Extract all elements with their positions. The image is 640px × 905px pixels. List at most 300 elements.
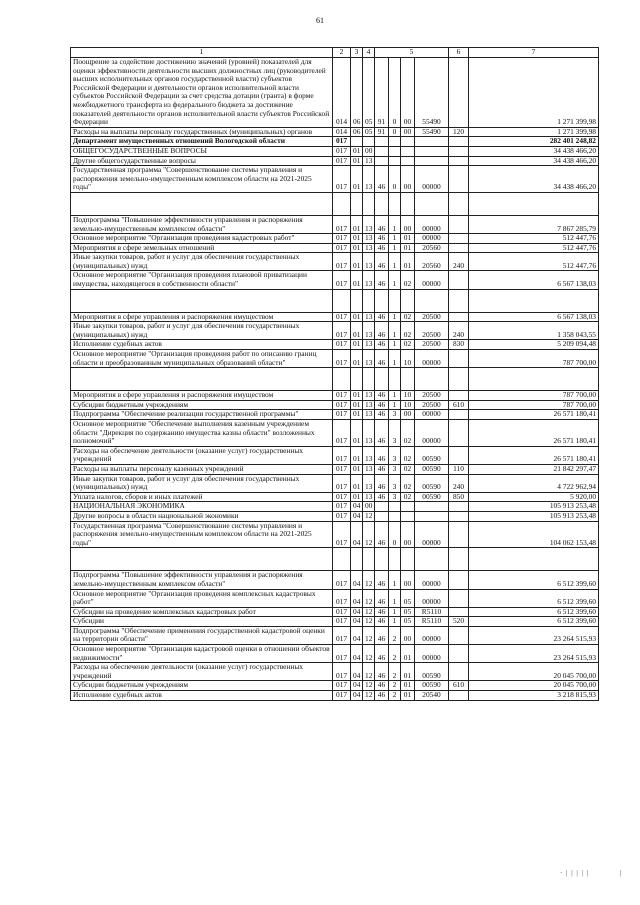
code-cell-c5d bbox=[415, 137, 449, 147]
code-cell-c2: 014 bbox=[333, 58, 351, 128]
table-row bbox=[71, 234, 599, 244]
code-cell-c5d: 00590 bbox=[415, 474, 449, 492]
code-cell-c2: 017 bbox=[333, 617, 351, 627]
code-cell-c5b: 1 bbox=[389, 589, 401, 607]
code-cell-c5a: 46 bbox=[375, 312, 389, 322]
table-body bbox=[71, 58, 599, 701]
code-cell-c2: 017 bbox=[333, 253, 351, 271]
code-cell-c5d: 00590 bbox=[415, 464, 449, 474]
spacer-cell bbox=[469, 548, 599, 571]
code-cell-c4: 12 bbox=[363, 617, 375, 627]
code-cell-c2: 017 bbox=[333, 391, 351, 401]
code-cell-c6: 610 bbox=[449, 681, 469, 691]
code-cell-c6: 850 bbox=[449, 492, 469, 502]
code-cell-c4: 13 bbox=[363, 243, 375, 253]
amount-cell: 23 264 515,93 bbox=[469, 645, 599, 663]
row-name-cell: Субсидии на проведение комплексных кадастровых работ bbox=[71, 607, 333, 617]
code-cell-c6: 830 bbox=[449, 340, 469, 350]
code-cell-c5a: 46 bbox=[375, 350, 389, 368]
table-row bbox=[71, 681, 599, 691]
code-cell-c2: 017 bbox=[333, 243, 351, 253]
code-cell-c5c: 02 bbox=[401, 464, 415, 474]
code-cell-c5a bbox=[375, 156, 389, 166]
code-cell-c6 bbox=[449, 446, 469, 464]
table-spacer-row bbox=[71, 192, 599, 215]
spacer-cell bbox=[351, 368, 363, 391]
code-cell-c5d: 55490 bbox=[415, 58, 449, 128]
code-cell-c5b: 3 bbox=[389, 420, 401, 447]
amount-cell: 7 867 285,79 bbox=[469, 215, 599, 233]
spacer-cell bbox=[401, 192, 415, 215]
code-cell-c3: 04 bbox=[351, 521, 363, 548]
code-cell-c5b bbox=[389, 146, 401, 156]
code-cell-c5a: 91 bbox=[375, 127, 389, 137]
code-cell-c5a: 46 bbox=[375, 340, 389, 350]
code-cell-c3: 01 bbox=[351, 166, 363, 193]
table-row bbox=[71, 243, 599, 253]
code-cell-c6 bbox=[449, 234, 469, 244]
code-cell-c6 bbox=[449, 156, 469, 166]
amount-cell: 5 209 094,48 bbox=[469, 340, 599, 350]
code-cell-c3: 04 bbox=[351, 691, 363, 701]
code-cell-c3: 01 bbox=[351, 350, 363, 368]
code-cell-c4: 13 bbox=[363, 391, 375, 401]
code-cell-c5d: 00590 bbox=[415, 492, 449, 502]
code-cell-c5a: 46 bbox=[375, 391, 389, 401]
amount-cell: 21 842 297,47 bbox=[469, 464, 599, 474]
code-cell-c5c: 02 bbox=[401, 446, 415, 464]
row-name-cell: Основное мероприятие "Организация проведения плановой приватизации имущества, находящегося в собственности области" bbox=[71, 271, 333, 289]
code-cell-c2: 017 bbox=[333, 626, 351, 644]
code-cell-c4: 00 bbox=[363, 146, 375, 156]
code-cell-c5b: 1 bbox=[389, 340, 401, 350]
code-cell-c2: 017 bbox=[333, 340, 351, 350]
spacer-cell bbox=[375, 368, 389, 391]
code-cell-c2: 017 bbox=[333, 400, 351, 410]
code-cell-c4: 13 bbox=[363, 446, 375, 464]
code-cell-c3: 01 bbox=[351, 391, 363, 401]
table-row bbox=[71, 400, 599, 410]
code-cell-c5c: 02 bbox=[401, 474, 415, 492]
row-name-cell: Поощрение за содействие достижению значений (уровней) показателей для оценки эффективности деятельности высших должностных лиц (руководителей высших исполнительных органов государственной власти) субъектов Российской Федерации и деятельности органов исполнительной власти субъектов Российской Федерации за счет средства дотации (гранта) в форме межбюджетного трансферта из федерального бюджета за достижение показателей деятельности органов исполнительной власти субъектов Российской Федерации bbox=[71, 58, 333, 128]
code-cell-c3: 01 bbox=[351, 420, 363, 447]
code-cell-c4: 13 bbox=[363, 156, 375, 166]
code-cell-c5c: 01 bbox=[401, 645, 415, 663]
code-cell-c5d: 20500 bbox=[415, 322, 449, 340]
row-name-cell: Иные закупки товаров, работ и услуг для обеспечения государственных (муниципальных) нужд bbox=[71, 253, 333, 271]
row-name-cell: Иные закупки товаров, работ и услуг для обеспечения государственных (муниципальных) нужд bbox=[71, 474, 333, 492]
code-cell-c2: 017 bbox=[333, 312, 351, 322]
code-cell-c4: 13 bbox=[363, 420, 375, 447]
table-row bbox=[71, 58, 599, 128]
code-cell-c4: 13 bbox=[363, 464, 375, 474]
amount-cell: 1 358 043,55 bbox=[469, 322, 599, 340]
table-row bbox=[71, 663, 599, 681]
code-cell-c5a: 46 bbox=[375, 215, 389, 233]
code-cell-c5c bbox=[401, 511, 415, 521]
amount-cell: 5 920,00 bbox=[469, 492, 599, 502]
code-cell-c5d: 00000 bbox=[415, 571, 449, 589]
code-cell-c6 bbox=[449, 243, 469, 253]
code-cell-c4: 13 bbox=[363, 492, 375, 502]
code-cell-c4: 05 bbox=[363, 127, 375, 137]
code-cell-c5d: 20560 bbox=[415, 243, 449, 253]
code-cell-c3: 01 bbox=[351, 156, 363, 166]
table-spacer-row bbox=[71, 548, 599, 571]
table-spacer-row bbox=[71, 289, 599, 312]
amount-cell: 3 218 815,93 bbox=[469, 691, 599, 701]
code-cell-c5d: 20500 bbox=[415, 340, 449, 350]
code-cell-c2: 017 bbox=[333, 474, 351, 492]
code-cell-c2: 014 bbox=[333, 127, 351, 137]
code-cell-c2: 017 bbox=[333, 156, 351, 166]
spacer-cell bbox=[389, 368, 401, 391]
table-row bbox=[71, 137, 599, 147]
code-cell-c5a: 46 bbox=[375, 464, 389, 474]
row-name-cell: Мероприятия в сфере земельных отношений bbox=[71, 243, 333, 253]
spacer-cell bbox=[363, 192, 375, 215]
table-row bbox=[71, 691, 599, 701]
amount-cell: 512 447,76 bbox=[469, 253, 599, 271]
code-cell-c5b: 1 bbox=[389, 271, 401, 289]
code-cell-c5c: 10 bbox=[401, 400, 415, 410]
code-cell-c6 bbox=[449, 663, 469, 681]
row-name-cell: Другие вопросы в области национальной экономики bbox=[71, 511, 333, 521]
code-cell-c5c bbox=[401, 156, 415, 166]
code-cell-c2: 017 bbox=[333, 571, 351, 589]
code-cell-c5b: 0 bbox=[389, 58, 401, 128]
code-cell-c6 bbox=[449, 137, 469, 147]
table-row bbox=[71, 166, 599, 193]
table-row bbox=[71, 215, 599, 233]
table-row bbox=[71, 464, 599, 474]
code-cell-c2: 017 bbox=[333, 492, 351, 502]
spacer-cell bbox=[71, 289, 333, 312]
table-row bbox=[71, 146, 599, 156]
amount-cell: 512 447,76 bbox=[469, 234, 599, 244]
code-cell-c2: 017 bbox=[333, 410, 351, 420]
code-cell-c5c: 00 bbox=[401, 127, 415, 137]
row-name-cell: Уплата налогов, сборов и иных платежей bbox=[71, 492, 333, 502]
code-cell-c5c: 02 bbox=[401, 492, 415, 502]
code-cell-c5a: 46 bbox=[375, 521, 389, 548]
code-cell-c4: 12 bbox=[363, 645, 375, 663]
spacer-cell bbox=[351, 192, 363, 215]
code-cell-c5b: 1 bbox=[389, 607, 401, 617]
code-cell-c5d: 20500 bbox=[415, 400, 449, 410]
spacer-cell bbox=[401, 368, 415, 391]
code-cell-c5c: 10 bbox=[401, 391, 415, 401]
amount-cell: 26 571 180,41 bbox=[469, 410, 599, 420]
code-cell-c6: 520 bbox=[449, 617, 469, 627]
code-cell-c3: 01 bbox=[351, 464, 363, 474]
row-name-cell: НАЦИОНАЛЬНАЯ ЭКОНОМИКА bbox=[71, 502, 333, 512]
code-cell-c5d: 00000 bbox=[415, 410, 449, 420]
header-cell-7: 7 bbox=[469, 48, 599, 58]
amount-cell: 6 512 399,60 bbox=[469, 589, 599, 607]
row-name-cell: Основное мероприятие "Организация проведения кадастровых работ" bbox=[71, 234, 333, 244]
row-name-cell: Субсидии бюджетным учреждениям bbox=[71, 400, 333, 410]
row-name-cell: Расходы на обеспечение деятельности (оказание услуг) государственных учреждений bbox=[71, 663, 333, 681]
code-cell-c5c: 10 bbox=[401, 350, 415, 368]
row-name-cell: Основное мероприятие "Организация кадастровой оценки в отношении объектов недвижимости" bbox=[71, 645, 333, 663]
amount-cell: 34 438 466,20 bbox=[469, 146, 599, 156]
code-cell-c5a: 46 bbox=[375, 626, 389, 644]
amount-cell: 26 571 180,41 bbox=[469, 446, 599, 464]
code-cell-c3: 01 bbox=[351, 492, 363, 502]
code-cell-c2: 017 bbox=[333, 502, 351, 512]
spacer-cell bbox=[71, 368, 333, 391]
code-cell-c2: 017 bbox=[333, 146, 351, 156]
row-name-cell: Основное мероприятие "Обеспечение выполнения казенным учреждением области "Дирекция по содержанию имущества казны области" возложенных полномочий" bbox=[71, 420, 333, 447]
code-cell-c5a bbox=[375, 146, 389, 156]
code-cell-c5d: 00000 bbox=[415, 166, 449, 193]
code-cell-c2: 017 bbox=[333, 589, 351, 607]
code-cell-c5a: 46 bbox=[375, 492, 389, 502]
table-row bbox=[71, 156, 599, 166]
table-row bbox=[71, 446, 599, 464]
code-cell-c5d: R5110 bbox=[415, 617, 449, 627]
code-cell-c5b: 1 bbox=[389, 312, 401, 322]
code-cell-c5a: 46 bbox=[375, 607, 389, 617]
spacer-cell bbox=[375, 289, 389, 312]
code-cell-c3: 01 bbox=[351, 400, 363, 410]
code-cell-c5c: 02 bbox=[401, 340, 415, 350]
amount-cell: 6 512 399,60 bbox=[469, 571, 599, 589]
code-cell-c6 bbox=[449, 589, 469, 607]
code-cell-c3: 01 bbox=[351, 474, 363, 492]
code-cell-c5b bbox=[389, 502, 401, 512]
spacer-cell bbox=[415, 548, 449, 571]
code-cell-c6 bbox=[449, 215, 469, 233]
code-cell-c6 bbox=[449, 691, 469, 701]
code-cell-c6 bbox=[449, 271, 469, 289]
code-cell-c5a: 46 bbox=[375, 253, 389, 271]
code-cell-c6 bbox=[449, 607, 469, 617]
code-cell-c5c: 00 bbox=[401, 410, 415, 420]
code-cell-c3: 01 bbox=[351, 446, 363, 464]
code-cell-c2: 017 bbox=[333, 215, 351, 233]
code-cell-c6: 110 bbox=[449, 464, 469, 474]
budget-table bbox=[70, 47, 599, 701]
table-row bbox=[71, 626, 599, 644]
amount-cell: 6 567 138,03 bbox=[469, 271, 599, 289]
row-name-cell: Исполнение судебных актов bbox=[71, 340, 333, 350]
code-cell-c5a: 46 bbox=[375, 645, 389, 663]
table-row bbox=[71, 410, 599, 420]
code-cell-c2: 017 bbox=[333, 511, 351, 521]
code-cell-c6: 120 bbox=[449, 127, 469, 137]
code-cell-c4: 12 bbox=[363, 626, 375, 644]
code-cell-c3: 01 bbox=[351, 340, 363, 350]
code-cell-c5b: 1 bbox=[389, 322, 401, 340]
header-cell-4: 4 bbox=[363, 48, 375, 58]
amount-cell: 105 913 253,48 bbox=[469, 511, 599, 521]
header-cell-5: 5 bbox=[375, 48, 449, 58]
spacer-cell bbox=[469, 192, 599, 215]
spacer-cell bbox=[389, 548, 401, 571]
code-cell-c3: 04 bbox=[351, 607, 363, 617]
code-cell-c2: 017 bbox=[333, 271, 351, 289]
amount-cell: 6 567 138,03 bbox=[469, 312, 599, 322]
table-row bbox=[71, 607, 599, 617]
code-cell-c4: 12 bbox=[363, 663, 375, 681]
amount-cell: 20 045 700,00 bbox=[469, 681, 599, 691]
code-cell-c2: 017 bbox=[333, 137, 351, 147]
row-name-cell: Подпрограмма "Повышение эффективности управления и распоряжения земельно-имущественным комплексом области" bbox=[71, 215, 333, 233]
code-cell-c5d: 00000 bbox=[415, 420, 449, 447]
code-cell-c2: 017 bbox=[333, 350, 351, 368]
code-cell-c2: 017 bbox=[333, 420, 351, 447]
code-cell-c5b: 1 bbox=[389, 571, 401, 589]
spacer-cell bbox=[415, 368, 449, 391]
code-cell-c3: 04 bbox=[351, 617, 363, 627]
code-cell-c5d: 00000 bbox=[415, 350, 449, 368]
code-cell-c5c: 01 bbox=[401, 253, 415, 271]
code-cell-c4: 13 bbox=[363, 215, 375, 233]
row-name-cell: Подпрограмма "Обеспечение реализации государственной программы" bbox=[71, 410, 333, 420]
spacer-cell bbox=[449, 368, 469, 391]
code-cell-c5b: 0 bbox=[389, 127, 401, 137]
code-cell-c4: 13 bbox=[363, 271, 375, 289]
amount-cell: 512 447,76 bbox=[469, 243, 599, 253]
table-row bbox=[71, 511, 599, 521]
code-cell-c3: 01 bbox=[351, 410, 363, 420]
spacer-cell bbox=[449, 548, 469, 571]
row-name-cell: Подпрограмма "Обеспечение применения государственной кадастровой оценки на территории области" bbox=[71, 626, 333, 644]
code-cell-c5a: 46 bbox=[375, 234, 389, 244]
code-cell-c5a: 46 bbox=[375, 271, 389, 289]
code-cell-c5c: 02 bbox=[401, 420, 415, 447]
spacer-cell bbox=[363, 548, 375, 571]
row-name-cell: Мероприятия в сфере управления и распоряжения имуществом bbox=[71, 391, 333, 401]
table-row bbox=[71, 253, 599, 271]
code-cell-c6 bbox=[449, 571, 469, 589]
code-cell-c5b bbox=[389, 137, 401, 147]
code-cell-c2: 017 bbox=[333, 645, 351, 663]
code-cell-c5b: 3 bbox=[389, 474, 401, 492]
amount-cell: 787 700,00 bbox=[469, 391, 599, 401]
code-cell-c6 bbox=[449, 521, 469, 548]
code-cell-c5c: 01 bbox=[401, 681, 415, 691]
amount-cell: 6 512 399,60 bbox=[469, 617, 599, 627]
row-name-cell: Мероприятия в сфере управления и распоряжения имуществом bbox=[71, 312, 333, 322]
code-cell-c5d: 00000 bbox=[415, 234, 449, 244]
row-name-cell: Субсидии бюджетным учреждениям bbox=[71, 681, 333, 691]
code-cell-c3: 06 bbox=[351, 58, 363, 128]
table-row bbox=[71, 521, 599, 548]
code-cell-c5c: 00 bbox=[401, 166, 415, 193]
table-row bbox=[71, 502, 599, 512]
row-name-cell: Основное мероприятие "Организация проведения работ по описанию границ области и преобразованным муниципальных образований области" bbox=[71, 350, 333, 368]
code-cell-c3 bbox=[351, 137, 363, 147]
code-cell-c5b: 1 bbox=[389, 400, 401, 410]
code-cell-c5d: 00590 bbox=[415, 663, 449, 681]
table-row bbox=[71, 322, 599, 340]
code-cell-c5b: 3 bbox=[389, 446, 401, 464]
code-cell-c4: 13 bbox=[363, 322, 375, 340]
table-header-row bbox=[71, 48, 599, 58]
header-cell-6: 6 bbox=[449, 48, 469, 58]
row-name-cell: Расходы на выплаты персоналу казенных учреждений bbox=[71, 464, 333, 474]
code-cell-c5a: 46 bbox=[375, 691, 389, 701]
spacer-cell bbox=[415, 192, 449, 215]
code-cell-c2: 017 bbox=[333, 464, 351, 474]
code-cell-c6: 240 bbox=[449, 322, 469, 340]
spacer-cell bbox=[333, 548, 351, 571]
code-cell-c5a: 46 bbox=[375, 400, 389, 410]
code-cell-c5d: 20500 bbox=[415, 312, 449, 322]
code-cell-c2: 017 bbox=[333, 607, 351, 617]
table-spacer-row bbox=[71, 368, 599, 391]
code-cell-c5d: 00000 bbox=[415, 589, 449, 607]
code-cell-c5c: 01 bbox=[401, 691, 415, 701]
code-cell-c3: 04 bbox=[351, 626, 363, 644]
code-cell-c5c: 00 bbox=[401, 521, 415, 548]
code-cell-c5d: 00000 bbox=[415, 521, 449, 548]
code-cell-c4: 13 bbox=[363, 350, 375, 368]
code-cell-c6 bbox=[449, 410, 469, 420]
spacer-cell bbox=[389, 289, 401, 312]
code-cell-c5d bbox=[415, 502, 449, 512]
code-cell-c4: 12 bbox=[363, 571, 375, 589]
code-cell-c5d: R5110 bbox=[415, 607, 449, 617]
code-cell-c4 bbox=[363, 137, 375, 147]
row-name-cell: Исполнение судебных актов bbox=[71, 691, 333, 701]
code-cell-c5a bbox=[375, 502, 389, 512]
code-cell-c5b: 1 bbox=[389, 617, 401, 627]
spacer-cell bbox=[363, 289, 375, 312]
code-cell-c4: 12 bbox=[363, 589, 375, 607]
code-cell-c6 bbox=[449, 420, 469, 447]
code-cell-c3: 01 bbox=[351, 215, 363, 233]
table-row bbox=[71, 391, 599, 401]
code-cell-c2: 017 bbox=[333, 691, 351, 701]
spacer-cell bbox=[389, 192, 401, 215]
header-cell-3: 3 bbox=[351, 48, 363, 58]
amount-cell: 23 264 515,93 bbox=[469, 626, 599, 644]
code-cell-c2: 017 bbox=[333, 322, 351, 340]
code-cell-c6 bbox=[449, 146, 469, 156]
spacer-cell bbox=[401, 289, 415, 312]
code-cell-c5b: 0 bbox=[389, 166, 401, 193]
code-cell-c5a bbox=[375, 137, 389, 147]
code-cell-c4: 13 bbox=[363, 474, 375, 492]
row-name-cell: Государственная программа "Совершенствование системы управления и распоряжения земельно-имущественным комплексом области на 2021-2025 годы" bbox=[71, 166, 333, 193]
code-cell-c3: 04 bbox=[351, 663, 363, 681]
code-cell-c5a: 46 bbox=[375, 589, 389, 607]
code-cell-c5c: 05 bbox=[401, 589, 415, 607]
code-cell-c5b: 1 bbox=[389, 391, 401, 401]
code-cell-c5d: 20540 bbox=[415, 691, 449, 701]
spacer-cell bbox=[469, 289, 599, 312]
amount-cell: 26 571 180,41 bbox=[469, 420, 599, 447]
code-cell-c6: 240 bbox=[449, 253, 469, 271]
code-cell-c3: 01 bbox=[351, 243, 363, 253]
code-cell-c5a: 46 bbox=[375, 410, 389, 420]
spacer-cell bbox=[469, 368, 599, 391]
code-cell-c5c: 00 bbox=[401, 215, 415, 233]
code-cell-c4: 13 bbox=[363, 234, 375, 244]
row-name-cell: Подпрограмма "Повышение эффективности управления и распоряжения земельно-имущественным комплексом области" bbox=[71, 571, 333, 589]
table-row bbox=[71, 492, 599, 502]
code-cell-c4: 13 bbox=[363, 166, 375, 193]
code-cell-c5a: 46 bbox=[375, 617, 389, 627]
code-cell-c5d: 55490 bbox=[415, 127, 449, 137]
amount-cell: 6 512 399,60 bbox=[469, 607, 599, 617]
code-cell-c2: 017 bbox=[333, 663, 351, 681]
code-cell-c5d: 20500 bbox=[415, 391, 449, 401]
